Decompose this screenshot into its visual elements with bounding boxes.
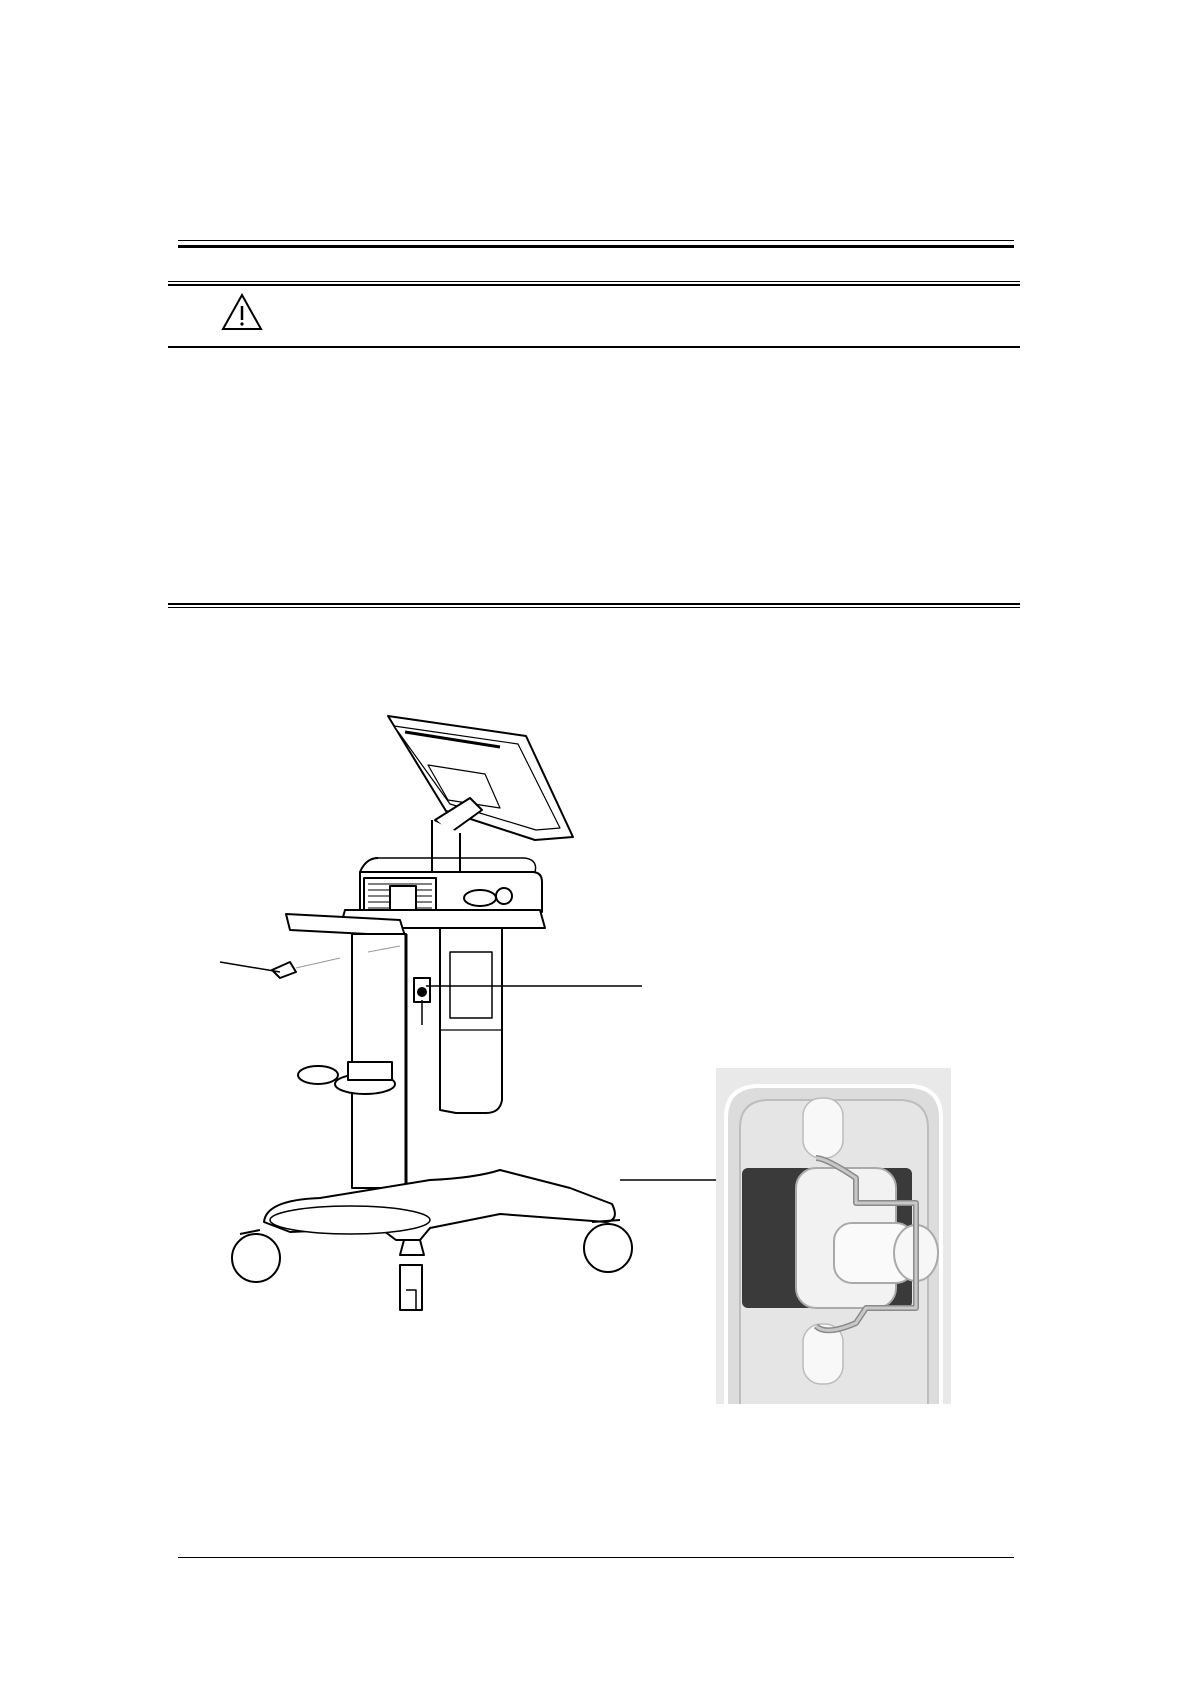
warning-triangle-icon	[221, 293, 263, 331]
footer-rule	[178, 1557, 1014, 1558]
section-rule-thick	[168, 603, 1020, 605]
header-rule-thin	[178, 240, 1014, 241]
section-rule-thin	[168, 607, 1020, 608]
power-cord-retainer-closeup	[716, 1068, 951, 1404]
warning-rule-top-thin	[168, 281, 1020, 282]
header-rule-thick	[178, 245, 1014, 248]
warning-rule-top-thick	[168, 284, 1020, 286]
warning-rule-bottom	[168, 346, 1020, 348]
